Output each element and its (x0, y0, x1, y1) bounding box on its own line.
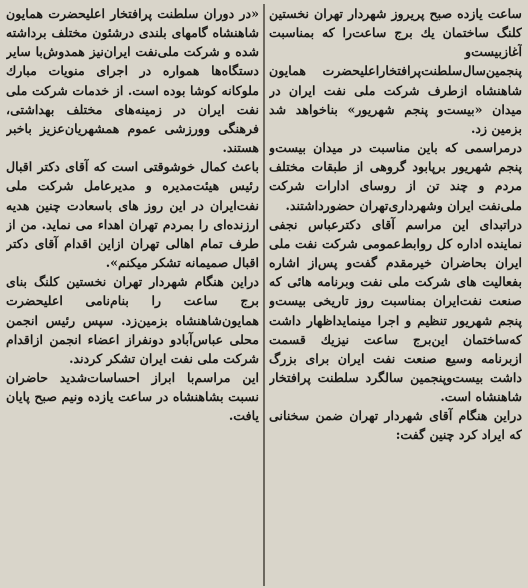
right-column (269, 4, 522, 586)
paragraph: درمراسمی که باین مناسبت در میدان بیست‌و پنجم شهریور برپابود گروهی از طبقات مختلف مردم و چند تن از روسای ادارات شرکت ملی‌نفت ایران وشهرداری‌تهران حضورداشتند. (269, 140, 522, 213)
left-column (6, 4, 259, 586)
paragraph: دراین هنگام شهردار تهران نخستین کلنگ بنای برج ساعت را بنام‌نامی اعلیحضرت همایون‌شاهنشاه بزمین‌زد. سپس رئیس انجمن محلی عباس‌آبادو دونفراز اعضاء انجمن ازاقدام شرکت ملی نفت ایران تشکر کردند. (6, 274, 259, 366)
paragraph: باعث کمال خوشوقتی است که آقای دکتر اقبال رئیس هیئت‌مدیره و مدیرعامل شرکت ملی نفت‌ایران در این روز های باسعادت چنین هدیه ارزنده‌ای را بمردم تهران اهداء می نماید. من از طرف تمام اهالی تهران ازاین اقدام آقای دکتر اقبال صمیمانه تشکر میکنم». (6, 159, 259, 271)
paragraph: این مراسم‌با ابراز احساسات‌شدید حاضران نسبت بشاهنشاه در ساعت یازده ونیم صبح پایان یافت. (6, 369, 259, 424)
paragraph: «در دوران سلطنت پرافتخار اعلیحضرت همایون شاهنشاه گامهای بلندی درشئون مختلف برداشته شده و شرکت ملی‌نفت ایران‌نیز همدوش‌با سایر دستگاه‌ها همواره در اجرای منویات مبارك ملوکانه کوشا بوده است. از خدمات شرکت ملی نفت ایران در زمینه‌های مختلف بهداشتی، فرهنگی وورزشی عموم همشهریان‌عزیز باخبر هستند. (6, 6, 259, 156)
paragraph: دراین هنگام آقای شهردار تهران ضمن سخنانی که ایراد کرد چنین گفت: (269, 408, 522, 443)
article-columns (6, 4, 522, 586)
paragraph: ساعت یازده صبح پریروز شهردار تهران نخستین کلنگ ساختمان یك برج ساعت‌را که بمناسبت آغازبیست‌و پنجمین‌سال‌سلطنت‌پرافتخاراعلیحضرت همایون شاهنشاه ازطرف شرکت ملی نفت ایران در میدان «بیست‌و پنجم شهریور» بناخواهد شد بزمین زد. (269, 6, 522, 136)
column-divider (263, 4, 265, 586)
paragraph: دراتبدای این مراسم آقای دکترعباس نجفی نماینده اداره کل روابط‌عمومی شرکت نفت ملی ایران بحاضران خیرمقدم گفت‌و پس‌از اشاره بفعالیت های شرکت ملی نفت وبرنامه هائی که صنعت نفت‌ایران بمناسبت روز تاریخی بیست‌و پنجم شهریور تنظیم و اجرا مینماید‌اظهار داشت که‌ساختمان این‌برج ساعت نیز‌یك قسمت از‌برنامه وسیع صنعت نفت ایران برای بزرگ‌ داشت بیست‌و‌پنجمین سالگرد سلطنت پرافتخار شاهنشاه است. (269, 216, 522, 405)
